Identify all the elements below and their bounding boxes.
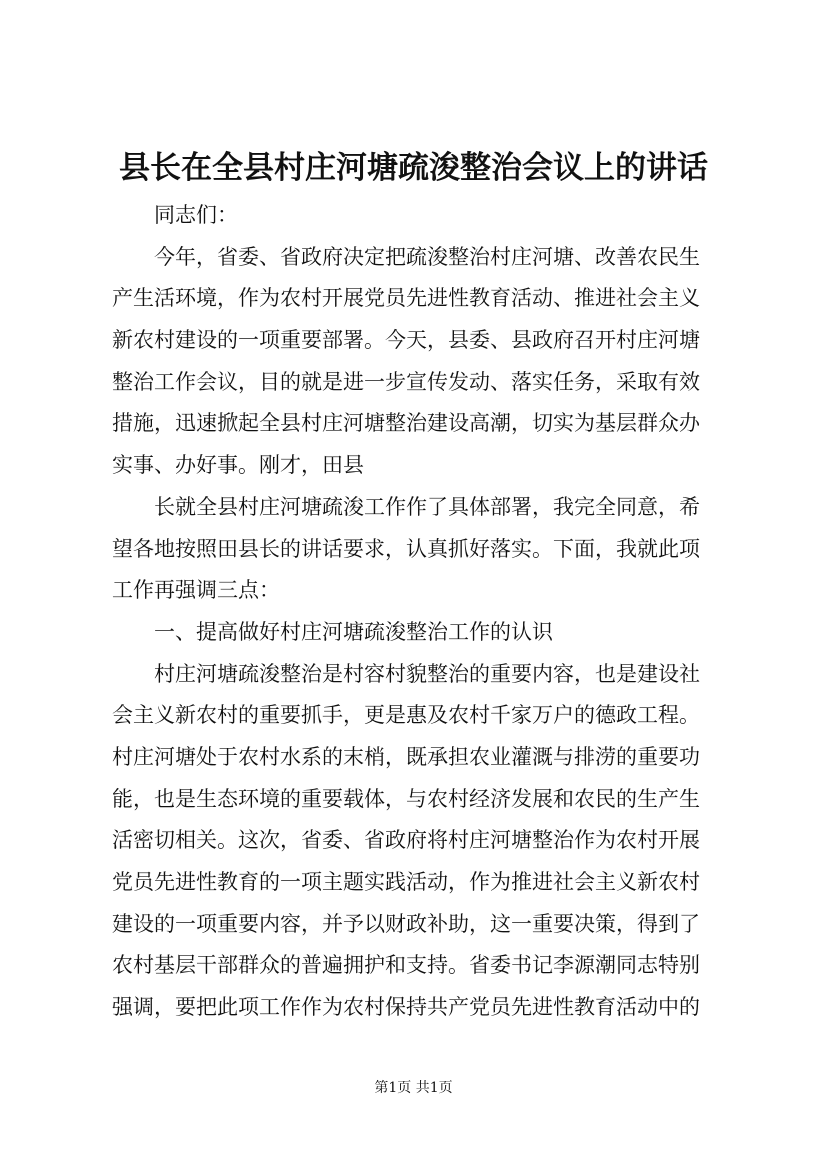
paragraph-line: 长就全县村庄河塘疏浚工作作了具体部署，我完全同意，希 xyxy=(154,494,700,519)
paragraph-line: 措施，迅速掀起全县村庄河塘整治建设高潮，切实为基层群众办 xyxy=(112,411,700,436)
document-body xyxy=(112,195,712,1029)
paragraph-line: 会主义新农村的重要抓手，更是惠及农村千家万户的德政工程。 xyxy=(112,703,700,728)
salutation-line: 同志们： xyxy=(154,203,238,227)
paragraph-line: 工作再强调三点： xyxy=(112,578,280,603)
paragraph-line: 村庄河塘处于农村水系的末梢，既承担农业灌溉与排涝的重要功 xyxy=(112,744,700,769)
paragraph-line: 活密切相关。这次，省委、省政府将村庄河塘整治作为农村开展 xyxy=(112,828,700,853)
paragraph-line: 强调，要把此项工作作为农村保持共产党员先进性教育活动中的 xyxy=(112,995,700,1020)
paragraph-line: 党员先进性教育的一项主题实践活动，作为推进社会主义新农村 xyxy=(112,870,700,894)
paragraph-line: 建设的一项重要内容，并予以财政补助，这一重要决策，得到了 xyxy=(112,911,700,936)
paragraph-line: 新农村建设的一项重要部署。今天，县委、县政府召开村庄河塘 xyxy=(112,328,700,353)
paragraph-line: 望各地按照田县长的讲话要求，认真抓好落实。下面，我就此项 xyxy=(112,536,700,561)
paragraph-line: 整治工作会议，目的就是进一步宣传发动、落实任务，采取有效 xyxy=(112,369,700,394)
paragraph-line: 村庄河塘疏浚整治是村容村貌整治的重要内容，也是建设社 xyxy=(154,661,700,686)
paragraph-line: 农村基层干部群众的普遍拥护和支持。省委书记李源潮同志特别 xyxy=(112,953,700,978)
paragraph-line: 实事、办好事。刚才，田县 xyxy=(112,453,364,478)
paragraph-line: 能，也是生态环境的重要载体，与农村经济发展和农民的生产生 xyxy=(112,786,700,811)
section-heading: 一、提高做好村庄河塘疏浚整治工作的认识 xyxy=(154,619,553,644)
page-number-footer: 第1页 共1页 xyxy=(374,1080,453,1096)
document-title: 县长在全县村庄河塘疏浚整治会议上的讲话 xyxy=(119,150,708,186)
paragraph-line: 今年，省委、省政府决定把疏浚整治村庄河塘、改善农民生 xyxy=(154,244,700,269)
paragraph-line: 产生活环境，作为农村开展党员先进性教育活动、推进社会主义 xyxy=(112,286,700,311)
